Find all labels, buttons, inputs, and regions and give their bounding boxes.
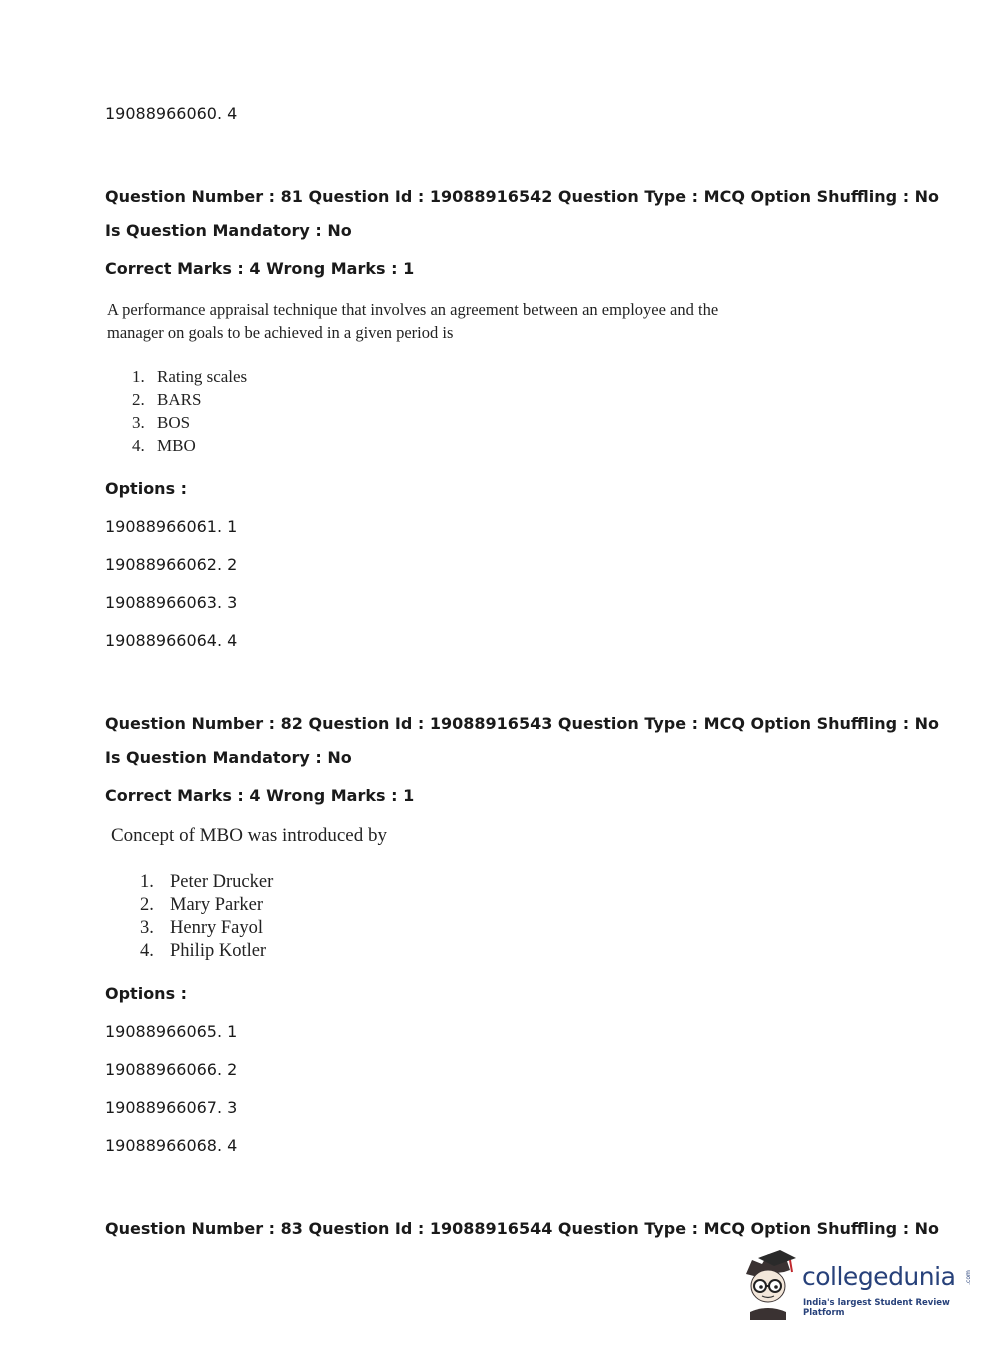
question-mandatory: Is Question Mandatory : No	[105, 221, 352, 240]
option-line: 19088966062. 2	[105, 555, 238, 574]
collegedunia-logo	[740, 1248, 970, 1320]
choice-item: 2. BARS	[132, 390, 202, 409]
question-text-line: manager on goals to be achieved in a given period is	[107, 323, 454, 342]
choice-item: 3. BOS	[132, 413, 191, 432]
choice-item: 1. Rating scales	[132, 367, 248, 386]
option-line: 19088966060. 4	[105, 104, 238, 123]
option-line: 19088966063. 3	[105, 593, 238, 612]
choice-item: 1. Peter Drucker	[140, 872, 274, 892]
logo-suffix: .com	[964, 1270, 972, 1285]
question-marks: Correct Marks : 4 Wrong Marks : 1	[105, 259, 415, 278]
option-line: 19088966068. 4	[105, 1136, 238, 1155]
question-header: Question Number : 81 Question Id : 19088916542 Question Type : MCQ Option Shuffling : No	[105, 187, 940, 206]
logo-wordmark: collegedunia	[802, 1262, 956, 1291]
mascot-icon	[740, 1248, 800, 1320]
choice-item: 2. Mary Parker	[140, 895, 263, 915]
options-label: Options :	[105, 479, 188, 498]
option-line: 19088966064. 4	[105, 631, 238, 650]
question-text-line: Concept of MBO was introduced by	[111, 825, 387, 846]
question-mandatory: Is Question Mandatory : No	[105, 748, 352, 767]
choice-item: 3. Henry Fayol	[140, 918, 263, 938]
choice-item: 4. MBO	[132, 436, 196, 455]
options-label: Options :	[105, 984, 188, 1003]
option-line: 19088966067. 3	[105, 1098, 238, 1117]
question-marks: Correct Marks : 4 Wrong Marks : 1	[105, 786, 415, 805]
question-text-line: A performance appraisal technique that involves an agreement between an employee and the	[107, 300, 719, 319]
question-header: Question Number : 82 Question Id : 19088916543 Question Type : MCQ Option Shuffling : No	[105, 714, 940, 733]
question-header: Question Number : 83 Question Id : 19088916544 Question Type : MCQ Option Shuffling : No	[105, 1219, 940, 1238]
option-line: 19088966066. 2	[105, 1060, 238, 1079]
option-line: 19088966065. 1	[105, 1022, 238, 1041]
option-line: 19088966061. 1	[105, 517, 238, 536]
logo-tagline: India's largest Student Review Platform	[803, 1298, 950, 1318]
choice-item: 4. Philip Kotler	[140, 941, 267, 961]
